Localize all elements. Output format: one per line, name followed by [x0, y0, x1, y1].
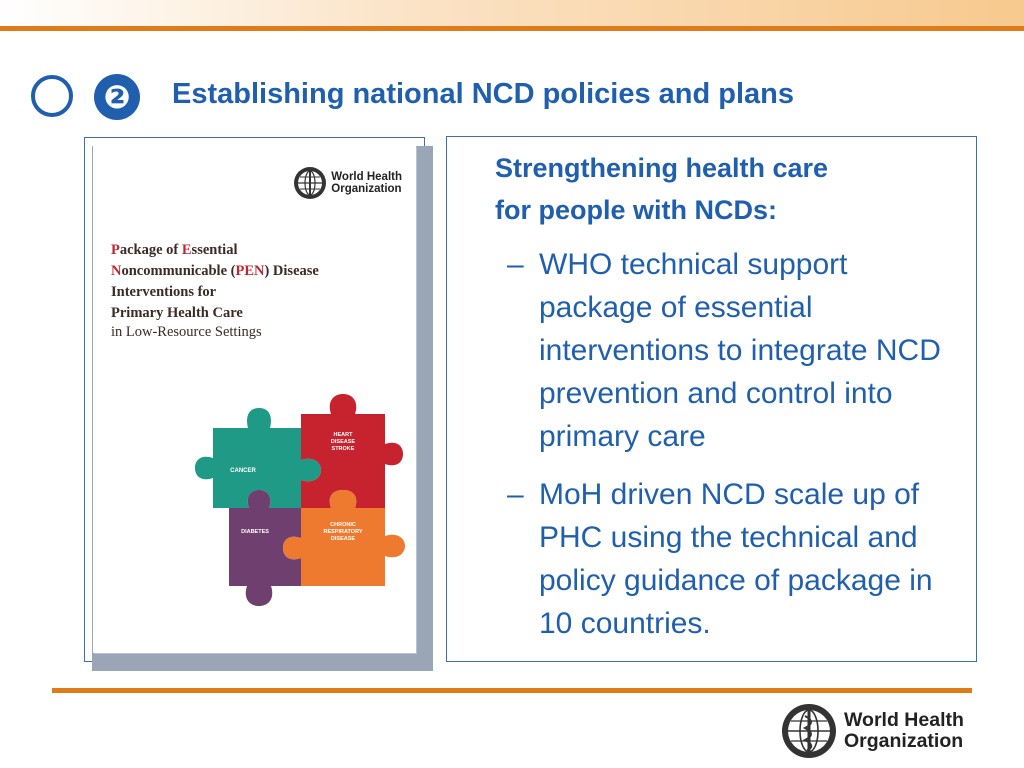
puzzle-label-resp-3: DISEASE — [330, 536, 356, 542]
cover-subtitle: in Low-Resource Settings — [111, 324, 262, 340]
cover-title — [111, 240, 411, 324]
footer-logo-line1: World Health — [844, 709, 964, 731]
slide-title: Establishing national NCD policies and plans — [172, 78, 794, 110]
cover-logo-line2: Organization — [331, 183, 402, 195]
cover-title-text: ackage of — [119, 242, 182, 258]
bullet-item — [507, 473, 947, 645]
step-two-circle-icon: ❷ — [94, 74, 140, 120]
puzzle-label-diabetes: DIABETES — [241, 529, 269, 535]
step-one-circle-icon — [31, 75, 73, 117]
cover-title-highlight: N — [111, 263, 122, 279]
cover-title-text: ssential — [191, 242, 238, 258]
puzzle-label-resp-1: CHRONIC — [330, 522, 356, 528]
cover-title-highlight: PEN — [235, 263, 265, 279]
cover-title-line — [111, 240, 411, 261]
bullet-item — [507, 243, 947, 458]
puzzle-label-heart-2: DISEASE — [330, 439, 356, 445]
content-heading-line1: Strengthening health care — [495, 153, 829, 183]
book-cover — [93, 146, 416, 653]
cover-title-text: Primary Health Care — [111, 305, 243, 321]
top-gradient-band — [0, 0, 1024, 26]
who-emblem-icon — [293, 166, 327, 200]
bullet-text: MoH driven NCD scale up of PHC using the technical and policy guidance of package in 10 countries. — [539, 478, 933, 640]
puzzle-label-heart-3: STROKE — [331, 446, 355, 452]
bullet-text: WHO technical support package of essential interventions to integrate NCD prevention and control into primary care — [539, 248, 941, 453]
content-box — [446, 136, 977, 662]
bullet-dash: – — [507, 478, 524, 511]
cover-title-text: Interventions for — [111, 284, 217, 300]
top-rule — [0, 26, 1024, 31]
puzzle-label-resp-2: RESPIRATORY — [323, 529, 363, 535]
cover-title-line — [111, 261, 411, 282]
footer-who-logo — [780, 702, 964, 760]
content-heading — [495, 147, 955, 231]
footer-logo-line2: Organization — [844, 730, 964, 752]
cover-frame — [84, 137, 425, 662]
content-heading-line2: for people with NCDs: — [495, 195, 777, 225]
cover-title-text: oncommunicable ( — [121, 263, 236, 279]
bottom-rule — [52, 688, 972, 693]
puzzle-label-cancer: CANCER — [230, 468, 256, 474]
cover-title-line — [111, 282, 411, 303]
puzzle-illustration — [193, 386, 413, 616]
cover-title-highlight: P — [111, 242, 120, 258]
cover-title-line — [111, 303, 411, 324]
cover-title-highlight: E — [181, 242, 192, 258]
bullet-dash: – — [507, 248, 524, 281]
cover-logo-line1: World Health — [331, 171, 402, 183]
puzzle-label-heart-1: HEART — [333, 432, 353, 438]
cover-title-text: ) Disease — [264, 263, 319, 279]
cover-who-logo — [293, 166, 402, 200]
who-emblem-icon — [780, 702, 838, 760]
